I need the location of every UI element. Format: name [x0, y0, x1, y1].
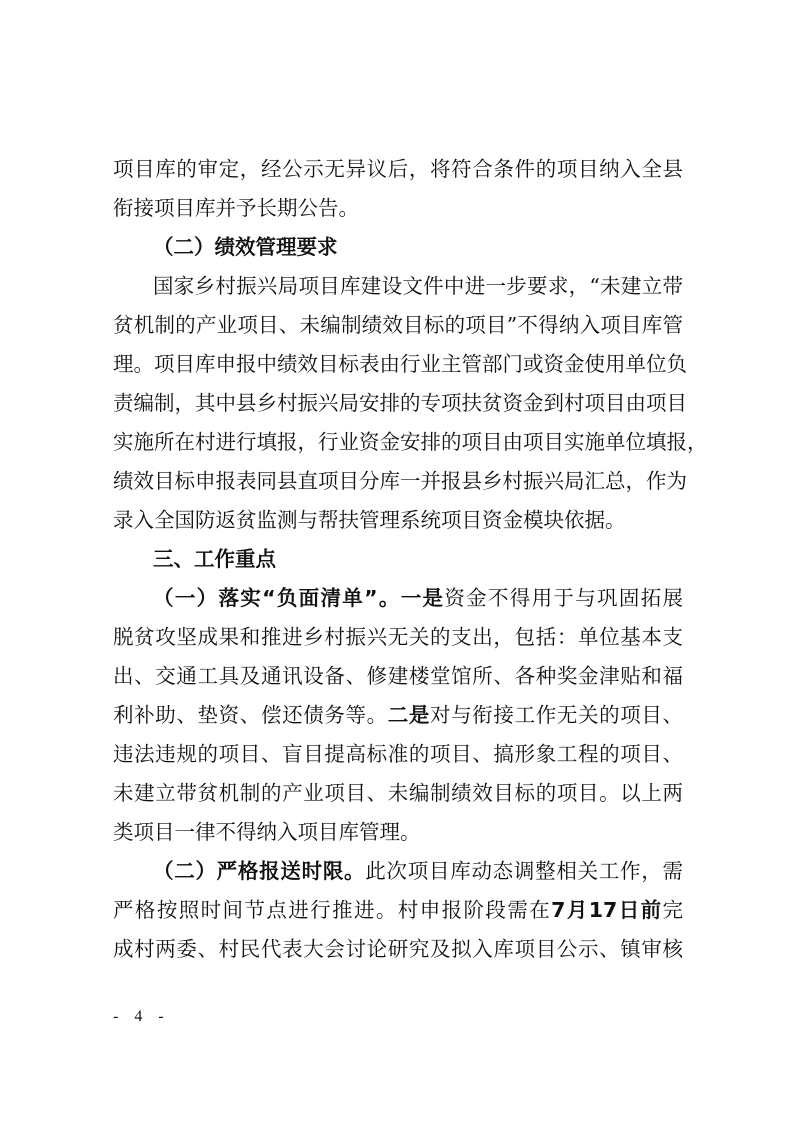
text-line	[113, 579, 683, 618]
text-line	[113, 813, 683, 852]
text-line	[113, 735, 683, 774]
text-line	[113, 618, 683, 657]
bold-text: 7月17日前	[551, 898, 663, 922]
bold-text: （一）落实“负面清单”。一是	[153, 586, 445, 610]
text-segment: 脱贫攻坚成果和推进乡村振兴无关的支出，包括：单位基本支	[113, 625, 683, 649]
text-segment: 未建立带贫机制的产业项目、未编制绩效目标的项目。以上两	[113, 781, 683, 805]
text-segment: 严格按照时间节点进行推进。村申报阶段需在	[113, 898, 552, 922]
text-line	[113, 540, 683, 579]
page-number: - 4 -	[113, 1008, 170, 1025]
text-line	[113, 501, 683, 540]
bold-text: （二）严格报送时限。	[153, 859, 366, 883]
text-segment: 绩效目标申报表同县直项目分库一并报县乡村振兴局汇总，作为	[113, 469, 687, 493]
text-line	[113, 228, 683, 267]
text-line	[113, 267, 683, 306]
document-body	[113, 150, 708, 969]
text-segment: 违法违规的项目、盲目提高标准的项目、搞形象工程的项目、	[113, 742, 683, 766]
text-line	[113, 306, 683, 345]
text-segment: 实施所在村进行填报，行业资金安排的项目由项目实施单位填报，	[113, 430, 708, 454]
text-line	[113, 462, 687, 501]
text-line	[113, 384, 687, 423]
bold-text: 二是	[387, 703, 431, 727]
text-line	[113, 189, 683, 228]
text-segment: 出、交通工具及通讯设备、修建楼堂馆所、各种奖金津贴和福	[113, 664, 683, 688]
text-segment: 利补助、垫资、偿还债务等。	[113, 703, 388, 727]
text-segment: 资金不得用于与巩固拓展	[444, 586, 684, 610]
text-segment: 成村两委、村民代表大会讨论研究及拟入库项目公示、镇审核	[113, 937, 683, 961]
text-line	[113, 150, 683, 189]
bold-text: 三、工作重点	[153, 547, 276, 571]
bold-text: （二）绩效管理要求	[153, 235, 338, 259]
text-segment: 项目库的审定，经公示无异议后，将符合条件的项目纳入全县	[113, 157, 683, 181]
text-line	[113, 696, 683, 735]
text-segment: 此次项目库动态调整相关工作，需	[365, 859, 684, 883]
text-segment: 对与衔接工作无关的项目、	[430, 703, 684, 727]
text-line	[113, 774, 683, 813]
text-line	[113, 891, 683, 930]
text-segment: 完	[662, 898, 684, 922]
text-line	[113, 930, 683, 969]
text-segment: 衔接项目库并予长期公告。	[113, 196, 359, 220]
text-segment: 贫机制的产业项目、未编制绩效目标的项目”不得纳入项目库管	[113, 313, 683, 337]
text-segment: 责编制，其中县乡村振兴局安排的专项扶贫资金到村项目由项目	[113, 391, 687, 415]
text-line	[113, 423, 708, 462]
text-line	[113, 345, 687, 384]
text-segment: 类项目一律不得纳入项目库管理。	[113, 820, 421, 844]
text-line	[113, 657, 683, 696]
text-segment: 理。项目库申报中绩效目标表由行业主管部门或资金使用单位负	[113, 352, 687, 376]
text-line	[113, 852, 683, 891]
text-segment: 录入全国防返贫监测与帮扶管理系统项目资金模块依据。	[113, 508, 626, 532]
text-segment: 国家乡村振兴局项目库建设文件中进一步要求，“未建立带	[153, 274, 683, 298]
